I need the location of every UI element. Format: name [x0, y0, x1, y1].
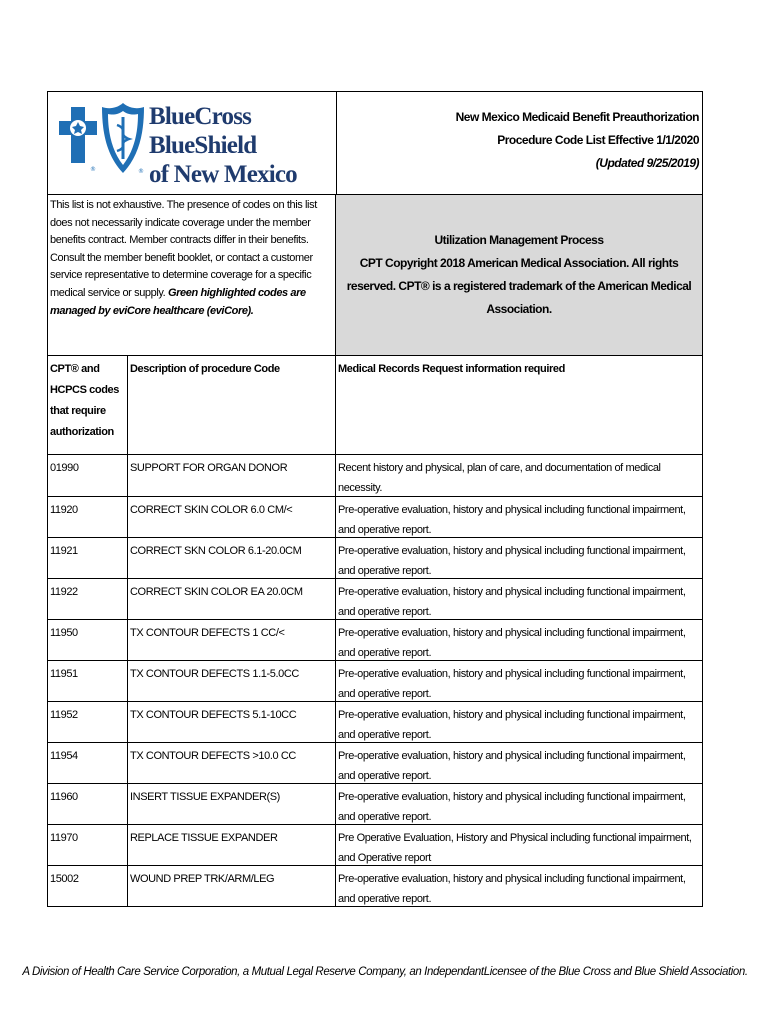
- logo-wordmark: [149, 102, 336, 189]
- table-row: [47, 497, 703, 538]
- um-heading: Utilization Management Process: [434, 233, 604, 247]
- table-row: [47, 455, 703, 497]
- evicore-note: Green highlighted codes are managed by eviCore healthcare (eviCore).: [50, 286, 306, 317]
- blue-shield-logo-icon: [100, 101, 146, 175]
- row-code: 11922: [48, 579, 128, 619]
- column-header-code: CPT® and HCPCS codes that require authorization: [48, 356, 128, 454]
- table-row: [47, 579, 703, 620]
- blue-cross-logo-icon: [56, 103, 100, 173]
- row-records: Pre-operative evaluation, history and physical including functional impairment, and operative report.: [338, 709, 686, 741]
- row-records: Pre-operative evaluation, history and physical including functional impairment, and operative report.: [338, 791, 686, 823]
- row-code: 11954: [48, 743, 128, 783]
- row-description: INSERT TISSUE EXPANDER(S): [128, 784, 336, 824]
- table-row: [47, 702, 703, 743]
- row-code: 11960: [48, 784, 128, 824]
- row-records: Pre-operative evaluation, history and physical including functional impairment, and operative report.: [338, 750, 686, 782]
- table-row: [47, 866, 703, 907]
- row-records: Pre-operative evaluation, history and physical including functional impairment, and operative report.: [338, 668, 686, 700]
- row-description: TX CONTOUR DEFECTS 1 CC/<: [128, 620, 336, 660]
- row-records: Pre-operative evaluation, history and physical including functional impairment, and operative report.: [338, 873, 686, 905]
- logo: [48, 92, 337, 194]
- row-code: 15002: [48, 866, 128, 906]
- row-code: 11921: [48, 538, 128, 578]
- row-records: Pre-operative evaluation, history and physical including functional impairment, and operative report.: [338, 504, 686, 536]
- row-records: Pre-operative evaluation, history and physical including functional impairment, and operative report.: [338, 545, 686, 577]
- table-header-row: [47, 356, 703, 455]
- table-row: [47, 784, 703, 825]
- table-row: [47, 743, 703, 784]
- title-updated-date: (Updated 9/25/2019): [595, 156, 699, 170]
- svg-text:®: ®: [138, 168, 144, 175]
- utilization-management-box: [336, 195, 702, 355]
- table-row: [47, 538, 703, 579]
- row-records: Pre-operative evaluation, history and physical including functional impairment, and operative report.: [338, 627, 686, 659]
- header-row: [47, 91, 703, 195]
- table-row: [47, 825, 703, 866]
- row-description: CORRECT SKN COLOR 6.1-20.0CM: [128, 538, 336, 578]
- column-header-description: Description of procedure Code: [128, 356, 336, 454]
- row-code: 11951: [48, 661, 128, 701]
- row-records: Recent history and physical, plan of care, and documentation of medical necessity.: [338, 462, 661, 494]
- disclaimer-text: [48, 195, 336, 355]
- svg-text:®: ®: [90, 166, 96, 173]
- row-code: 11952: [48, 702, 128, 742]
- row-code: 11970: [48, 825, 128, 865]
- preauth-sheet: [47, 91, 703, 907]
- table-row: [47, 661, 703, 702]
- table-row: [47, 620, 703, 661]
- row-code: 01990: [48, 455, 128, 496]
- document-title: [337, 92, 702, 194]
- row-description: CORRECT SKIN COLOR EA 20.0CM: [128, 579, 336, 619]
- row-code: 11950: [48, 620, 128, 660]
- row-records: Pre-operative evaluation, history and physical including functional impairment, and operative report.: [338, 586, 686, 618]
- row-description: TX CONTOUR DEFECTS 5.1-10CC: [128, 702, 336, 742]
- row-code: 11920: [48, 497, 128, 537]
- info-row: [47, 195, 703, 356]
- row-description: REPLACE TISSUE EXPANDER: [128, 825, 336, 865]
- logo-line1: BlueCross BlueShield: [149, 103, 257, 159]
- column-header-records: Medical Records Request information required: [338, 363, 565, 375]
- footer-note: A Division of Health Care Service Corporation, a Mutual Legal Reserve Company, an IndependantLicensee of the Blue Cross and Blue Shield Association.: [22, 966, 748, 978]
- copyright-notice: CPT Copyright 2018 American Medical Association. All rights reserved. CPT® is a registered trademark of the American Medical Association.: [346, 256, 692, 316]
- row-description: SUPPORT FOR ORGAN DONOR: [128, 455, 336, 496]
- title-line2: Procedure Code List Effective 1/1/2020: [497, 133, 699, 147]
- disclaimer-body: This list is not exhaustive. The presence of codes on this list does not necessarily indicate coverage under the member benefits contract. Member contracts differ in their benefits. Consult the member benefit booklet, or contact a customer service representative to determine coverage for a specific medical service or supply.: [50, 199, 317, 299]
- logo-line2: of New Mexico: [149, 161, 297, 188]
- row-description: TX CONTOUR DEFECTS 1.1-5.0CC: [128, 661, 336, 701]
- row-description: TX CONTOUR DEFECTS >10.0 CC: [128, 743, 336, 783]
- title-line1: New Mexico Medicaid Benefit Preauthorization: [455, 110, 699, 124]
- row-description: WOUND PREP TRK/ARM/LEG: [128, 866, 336, 906]
- row-records: Pre Operative Evaluation, History and Physical including functional impairment, and Operative report: [338, 832, 692, 864]
- row-description: CORRECT SKIN COLOR 6.0 CM/<: [128, 497, 336, 537]
